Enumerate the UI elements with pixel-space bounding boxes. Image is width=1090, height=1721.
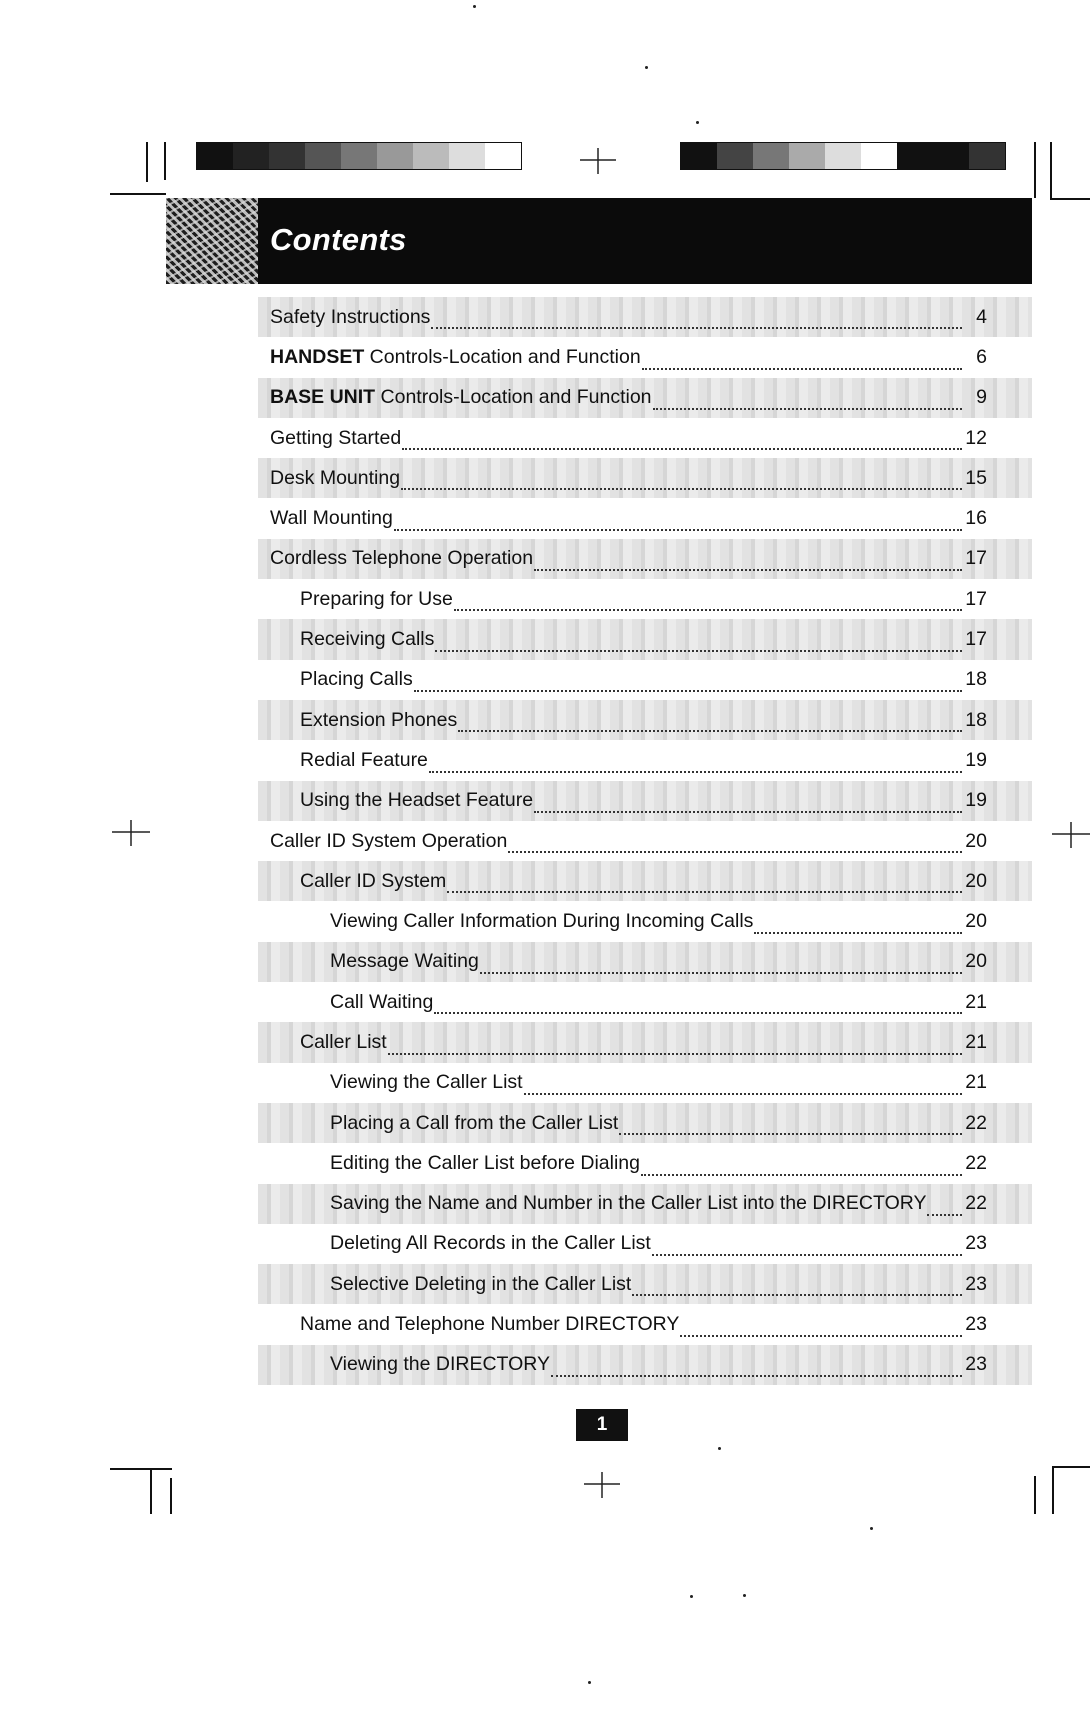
toc-entry-page: 23 bbox=[965, 1232, 987, 1255]
toc-entry-page: 20 bbox=[965, 869, 987, 892]
toc-entry-page: 22 bbox=[965, 1151, 987, 1174]
dot-leader bbox=[619, 1114, 962, 1136]
registration-mark-right bbox=[1052, 820, 1090, 850]
toc-entry-title bbox=[300, 668, 413, 691]
registration-mark-bottom bbox=[584, 1470, 620, 1500]
toc-entry-title-bold: BASE UNIT bbox=[270, 386, 376, 409]
toc-entry[interactable] bbox=[258, 1063, 1032, 1103]
toc-entry-title-text: Caller ID System bbox=[300, 869, 447, 892]
toc-entry[interactable] bbox=[258, 821, 1032, 861]
toc-entry-page: 19 bbox=[965, 789, 987, 812]
toc-entry-title-text: Wall Mounting bbox=[270, 507, 393, 530]
toc-entry[interactable] bbox=[258, 1224, 1032, 1264]
dot-leader bbox=[401, 469, 962, 491]
crop-mark-top-right-v bbox=[1034, 142, 1036, 198]
toc-entry-page: 15 bbox=[965, 466, 987, 489]
toc-entry[interactable] bbox=[258, 579, 1032, 619]
toc-entry-title-text: Cordless Telephone Operation bbox=[270, 547, 534, 570]
toc-entry-title-text: Redial Feature bbox=[300, 748, 428, 771]
scan-speck bbox=[645, 66, 648, 69]
toc-entry-title-text: Call Waiting bbox=[330, 990, 434, 1013]
toc-entry-page: 22 bbox=[965, 1192, 987, 1215]
dot-leader bbox=[927, 1194, 962, 1216]
dot-leader bbox=[447, 872, 962, 894]
toc-entry-page: 17 bbox=[965, 547, 987, 570]
toc-entry[interactable] bbox=[258, 498, 1032, 538]
crop-mark-bottom-right-v bbox=[1034, 1476, 1036, 1514]
toc-entry-title-text: Viewing the Caller List bbox=[330, 1071, 523, 1094]
toc-entry-page: 17 bbox=[965, 587, 987, 610]
toc-entry-title bbox=[270, 467, 400, 490]
crop-mark-top-right-h bbox=[1050, 198, 1090, 200]
toc-entry-title-text: Selective Deleting in the Caller List bbox=[330, 1272, 632, 1295]
toc-entry[interactable] bbox=[258, 1143, 1032, 1183]
toc-entry-title bbox=[330, 1192, 926, 1215]
toc-entry-page: 16 bbox=[965, 507, 987, 530]
toc-entry-title-text: Desk Mounting bbox=[270, 466, 401, 489]
toc-entry-title bbox=[300, 870, 446, 893]
toc-entry-page: 21 bbox=[965, 1030, 987, 1053]
toc-entry-title bbox=[270, 386, 652, 409]
toc-entry-title bbox=[300, 588, 453, 611]
toc-entry-page: 4 bbox=[976, 305, 987, 328]
dot-leader bbox=[632, 1275, 962, 1297]
scan-speck bbox=[690, 1595, 693, 1598]
registration-mark-top bbox=[580, 146, 616, 176]
toc-entry-title-text: Controls-Location and Function bbox=[364, 345, 641, 368]
toc-entry-title bbox=[300, 628, 434, 651]
table-of-contents bbox=[258, 297, 1032, 1385]
dot-leader bbox=[524, 1073, 962, 1095]
toc-entry[interactable] bbox=[258, 781, 1032, 821]
toc-entry-page: 20 bbox=[965, 950, 987, 973]
scan-speck bbox=[696, 121, 699, 124]
crop-mark-top-left-h bbox=[110, 193, 166, 195]
crop-mark-bottom-right-h bbox=[1052, 1466, 1090, 1468]
toc-entry-page: 17 bbox=[965, 628, 987, 651]
toc-entry[interactable] bbox=[258, 1022, 1032, 1062]
dot-leader bbox=[534, 550, 962, 572]
toc-entry[interactable] bbox=[258, 660, 1032, 700]
crop-mark-top-right-v2 bbox=[1050, 142, 1052, 200]
toc-entry-title-bold: HANDSET bbox=[270, 345, 365, 368]
toc-entry-title bbox=[300, 789, 533, 812]
scan-speck bbox=[743, 1594, 746, 1597]
dot-leader bbox=[431, 308, 962, 330]
dot-leader bbox=[402, 429, 962, 451]
toc-entry[interactable] bbox=[258, 901, 1032, 941]
toc-entry-page: 21 bbox=[965, 990, 987, 1013]
header-pattern-tile bbox=[166, 198, 258, 284]
toc-entry[interactable] bbox=[258, 378, 1032, 418]
toc-entry-page: 6 bbox=[976, 345, 987, 368]
toc-entry-title-text: Extension Phones bbox=[300, 708, 458, 731]
toc-entry-title bbox=[330, 1232, 651, 1255]
dot-leader bbox=[414, 670, 962, 692]
dot-leader bbox=[480, 953, 962, 975]
dot-leader bbox=[434, 993, 962, 1015]
toc-entry-page: 23 bbox=[965, 1272, 987, 1295]
toc-entry[interactable] bbox=[258, 418, 1032, 458]
dot-leader bbox=[551, 1356, 962, 1378]
scan-speck bbox=[718, 1447, 721, 1450]
toc-entry-title bbox=[300, 1313, 679, 1336]
toc-entry[interactable] bbox=[258, 297, 1032, 337]
toc-entry[interactable] bbox=[258, 942, 1032, 982]
toc-entry-title-text: Caller List bbox=[300, 1030, 387, 1053]
crop-mark-top-left-v2 bbox=[146, 142, 148, 182]
crop-mark-bottom-left-h bbox=[110, 1468, 172, 1470]
toc-entry-page: 22 bbox=[965, 1111, 987, 1134]
toc-entry-title bbox=[270, 830, 507, 853]
toc-entry-title-text: Caller ID System Operation bbox=[270, 829, 508, 852]
toc-entry-page: 19 bbox=[965, 748, 987, 771]
toc-entry-title-text: Viewing the DIRECTORY bbox=[330, 1353, 551, 1376]
toc-entry[interactable] bbox=[258, 861, 1032, 901]
scan-speck bbox=[473, 5, 476, 8]
dot-leader bbox=[642, 348, 962, 370]
toc-entry-page: 20 bbox=[965, 829, 987, 852]
toc-entry-title bbox=[270, 306, 430, 329]
scan-speck bbox=[588, 1681, 591, 1684]
dot-leader bbox=[534, 791, 962, 813]
toc-entry-page: 18 bbox=[965, 708, 987, 731]
calibration-strip-left bbox=[196, 142, 522, 170]
registration-mark-left bbox=[112, 818, 150, 848]
toc-entry[interactable] bbox=[258, 458, 1032, 498]
toc-entry[interactable] bbox=[258, 1304, 1032, 1344]
dot-leader bbox=[435, 630, 962, 652]
toc-entry-title-text: Safety Instructions bbox=[270, 305, 431, 328]
toc-entry-title-text: Receiving Calls bbox=[300, 628, 435, 651]
toc-entry-title bbox=[270, 547, 533, 570]
calibration-strip-right bbox=[680, 142, 1006, 170]
page-number: 1 bbox=[576, 1409, 628, 1441]
toc-entry-page: 21 bbox=[965, 1071, 987, 1094]
crop-mark-bottom-right-v2 bbox=[1052, 1466, 1054, 1514]
toc-entry-page: 20 bbox=[965, 910, 987, 933]
toc-entry-title-text: Using the Headset Feature bbox=[300, 789, 534, 812]
toc-entry[interactable] bbox=[258, 1184, 1032, 1224]
toc-entry-title-text: Getting Started bbox=[270, 426, 402, 449]
toc-entry-title bbox=[330, 1273, 631, 1296]
toc-entry[interactable] bbox=[258, 337, 1032, 377]
toc-entry-title bbox=[330, 991, 433, 1014]
toc-entry[interactable] bbox=[258, 982, 1032, 1022]
dot-leader bbox=[680, 1315, 962, 1337]
toc-entry[interactable] bbox=[258, 700, 1032, 740]
toc-entry-title bbox=[270, 346, 641, 369]
dot-leader bbox=[653, 388, 962, 410]
toc-entry-title bbox=[330, 1071, 523, 1094]
dot-leader bbox=[508, 832, 962, 854]
toc-entry[interactable] bbox=[258, 1345, 1032, 1385]
toc-entry-page: 12 bbox=[965, 426, 987, 449]
toc-entry-title-text: Controls-Location and Function bbox=[375, 386, 652, 409]
toc-entry-title bbox=[330, 950, 479, 973]
toc-entry-title-text: Editing the Caller List before Dialing bbox=[330, 1151, 641, 1174]
dot-leader bbox=[394, 509, 962, 531]
toc-entry-title-text: Saving the Name and Number in the Caller List into the DIRECTORY bbox=[330, 1192, 927, 1215]
dot-leader bbox=[754, 912, 962, 934]
crop-mark-bottom-left-v bbox=[150, 1468, 152, 1514]
toc-entry[interactable] bbox=[258, 740, 1032, 780]
toc-entry-title-text: Preparing for Use bbox=[300, 587, 453, 610]
toc-entry-title bbox=[300, 1031, 387, 1054]
dot-leader bbox=[388, 1033, 962, 1055]
toc-entry-page: 9 bbox=[976, 386, 987, 409]
toc-entry[interactable] bbox=[258, 619, 1032, 659]
toc-entry-title bbox=[270, 507, 393, 530]
dot-leader bbox=[429, 751, 962, 773]
toc-entry-title bbox=[330, 1152, 640, 1175]
toc-entry[interactable] bbox=[258, 1264, 1032, 1304]
toc-entry-title bbox=[300, 709, 457, 732]
crop-mark-top-left-v bbox=[164, 142, 166, 180]
page-title: Contents bbox=[270, 222, 407, 257]
toc-entry-title-text: Deleting All Records in the Caller List bbox=[330, 1232, 651, 1255]
toc-entry[interactable] bbox=[258, 1103, 1032, 1143]
toc-entry-page: 18 bbox=[965, 668, 987, 691]
dot-leader bbox=[458, 711, 962, 733]
toc-entry-page: 23 bbox=[965, 1353, 987, 1376]
scan-speck bbox=[870, 1527, 873, 1530]
dot-leader bbox=[641, 1154, 962, 1176]
toc-entry-title-text: Placing a Call from the Caller List bbox=[330, 1111, 619, 1134]
toc-entry-title-text: Placing Calls bbox=[300, 668, 413, 691]
crop-mark-bottom-left-v2 bbox=[170, 1478, 172, 1514]
dot-leader bbox=[652, 1235, 962, 1257]
toc-entry-title bbox=[330, 910, 753, 933]
toc-entry-title-text: Message Waiting bbox=[330, 950, 479, 973]
toc-entry-title-text: Viewing Caller Information During Incoming Calls bbox=[330, 910, 754, 933]
toc-entry-title-text: Name and Telephone Number DIRECTORY bbox=[300, 1313, 680, 1336]
toc-entry[interactable] bbox=[258, 539, 1032, 579]
toc-entry-title bbox=[330, 1112, 618, 1135]
toc-entry-title bbox=[300, 749, 428, 772]
dot-leader bbox=[454, 590, 962, 612]
toc-entry-page: 23 bbox=[965, 1313, 987, 1336]
toc-entry-title bbox=[330, 1353, 550, 1376]
toc-entry-title bbox=[270, 427, 401, 450]
